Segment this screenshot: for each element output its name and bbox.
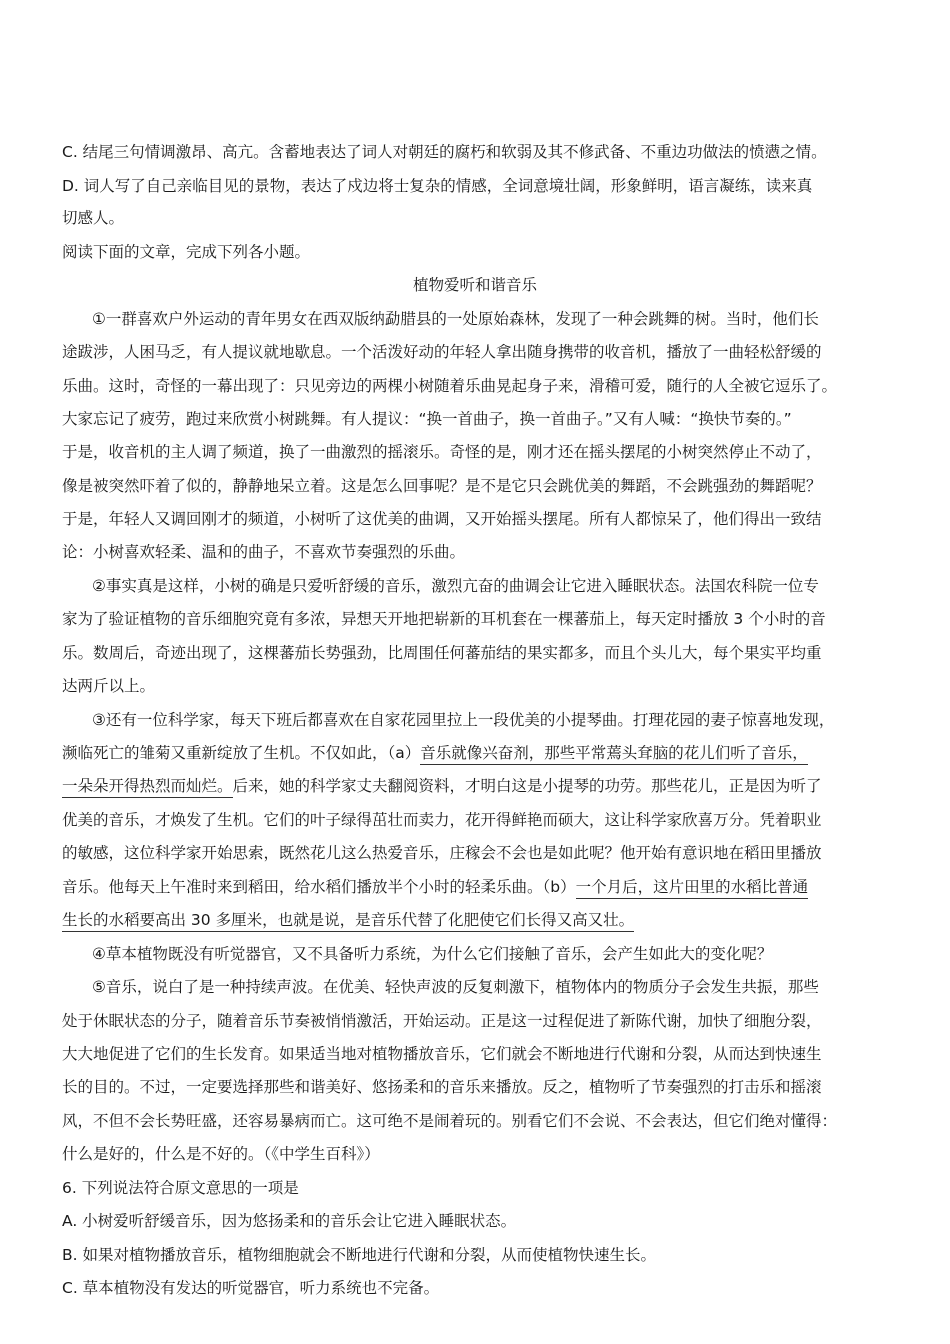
p5-line: 风，不但不会长势旺盛，还容易暴病而亡。这可绝不是闹着玩的。别看它们不会说、不会表达，但它们绝对懂得： bbox=[62, 1112, 838, 1130]
p3-text: 后来，她的科学家丈夫翻阅资料，才明白这是小提琴的功劳。那些花儿，正是因为听了 bbox=[232, 777, 822, 795]
p3-line bbox=[62, 775, 822, 797]
reading-instruction: 阅读下面的文章，完成下列各小题。 bbox=[62, 243, 311, 261]
underlined-sentence-a-cont: 一朵朵开得热烈而灿烂。 bbox=[62, 777, 233, 798]
p5-line: 长的目的。不过，一定要选择那些和谐美好、悠扬柔和的音乐来播放。反之，植物听了节奏强烈的打击乐和摇滚 bbox=[62, 1078, 822, 1096]
p1-line: 于是，收音机的主人调了频道，换了一曲激烈的摇滚乐。奇怪的是，刚才还在摇头摆尾的小树突然停止不动了， bbox=[62, 443, 822, 461]
p3-line: ③还有一位科学家，每天下班后都喜欢在自家花园里拉上一段优美的小提琴曲。打理花园的妻子惊喜地发现， bbox=[92, 711, 835, 729]
underlined-sentence-b-cont: 生长的水稻要高出 30 多厘米，也就是说，是音乐代替了化肥使它们长得又高又壮。 bbox=[62, 911, 634, 932]
article-title: 植物爱听和谐音乐 bbox=[412, 276, 537, 294]
prev-option-d-line1: D. 词人写了自己亲临目见的景物，表达了戍边将士复杂的情感，全词意境壮阔，形象鲜明，语言凝练，读来真 bbox=[62, 177, 813, 195]
p3-line bbox=[62, 909, 634, 931]
p3-text: 音乐。他每天上午准时来到稻田，给水稻们播放半个小时的轻柔乐曲。（b） bbox=[62, 878, 576, 896]
p1-line: 于是，年轻人又调回刚才的频道，小树听了这优美的曲调，又开始摇头摆尾。所有人都惊呆了，他们得出一致结 bbox=[62, 510, 822, 528]
p3-line bbox=[62, 742, 808, 764]
underlined-sentence-b: 一个月后，这片田里的水稻比普通 bbox=[576, 878, 809, 899]
p3-line: 的敏感，这位科学家开始思索，既然花儿这么热爱音乐，庄稼会不会也是如此呢？他开始有意识地在稻田里播放 bbox=[62, 844, 822, 862]
p1-line: 论：小树喜欢轻柔、温和的曲子，不喜欢节奏强烈的乐曲。 bbox=[62, 543, 466, 561]
p2-line: ②事实真是这样，小树的确是只爱听舒缓的音乐，激烈亢奋的曲调会让它进入睡眠状态。法国农科院一位专 bbox=[92, 577, 819, 595]
p2-line: 家为了验证植物的音乐细胞究竟有多浓，异想天开地把崭新的耳机套在一棵蕃茄上，每天定时播放 3 个小时的音 bbox=[62, 610, 826, 628]
p3-text: 濒临死亡的雏菊又重新绽放了生机。不仅如此，（a） bbox=[62, 744, 421, 762]
p2-line: 达两斤以上。 bbox=[62, 677, 156, 695]
p5-line: 处于休眠状态的分子，随着音乐节奏被悄悄激活，开始运动。正是这一过程促进了新陈代谢，加快了细胞分裂， bbox=[62, 1012, 822, 1030]
question6-stem: 6. 下列说法符合原文意思的一项是 bbox=[62, 1179, 299, 1197]
prev-option-c: C. 结尾三句情调激昂、高亢。含蓄地表达了词人对朝廷的腐朽和软弱及其不修武备、不重边功做法的愤懑之情。 bbox=[62, 143, 827, 161]
p2-line: 乐。数周后，奇迹出现了，这棵蕃茄长势强劲，比周围任何蕃茄结的果实都多，而且个头儿大，每个果实平均重 bbox=[62, 644, 822, 662]
p1-line: 乐曲。这时，奇怪的一幕出现了：只见旁边的两棵小树随着乐曲晃起身子来，滑稽可爱，随行的人全被它逗乐了。 bbox=[62, 377, 838, 395]
p1-line: ①一群喜欢户外运动的青年男女在西双版纳勐腊县的一处原始森林，发现了一种会跳舞的树。当时，他们长 bbox=[92, 310, 819, 328]
p3-line: 优美的音乐，才焕发了生机。它们的叶子绿得茁壮而卖力，花开得鲜艳而硕大，这让科学家欣喜万分。凭着职业 bbox=[62, 811, 822, 829]
p3-line bbox=[62, 876, 808, 898]
underlined-sentence-a: 音乐就像兴奋剂，那些平常蔫头耷脑的花儿们听了音乐， bbox=[420, 744, 808, 765]
p1-line: 大家忘记了疲劳，跑过来欣赏小树跳舞。有人提议：“换一首曲子，换一首曲子。”又有人喊：“换快节奏的。” bbox=[62, 410, 792, 428]
p1-line: 途跋涉，人困马乏，有人提议就地歇息。一个活泼好动的年轻人拿出随身携带的收音机，播放了一曲轻松舒缓的 bbox=[62, 343, 822, 361]
p4-line: ④草本植物既没有听觉器官，又不具备听力系统，为什么它们接触了音乐，会产生如此大的变化呢？ bbox=[92, 945, 773, 963]
question6-option-b: B. 如果对植物播放音乐，植物细胞就会不断地进行代谢和分裂，从而使植物快速生长。 bbox=[62, 1246, 656, 1264]
question6-option-c: C. 草本植物没有发达的听觉器官，听力系统也不完备。 bbox=[62, 1279, 440, 1297]
p5-line: 大大地促进了它们的生长发育。如果适当地对植物播放音乐，它们就会不断地进行代谢和分裂，从而达到快速生 bbox=[62, 1045, 822, 1063]
question6-option-a: A. 小树爱听舒缓音乐，因为悠扬柔和的音乐会让它进入睡眠状态。 bbox=[62, 1212, 517, 1230]
p5-line: ⑤音乐，说白了是一种持续声波。在优美、轻快声波的反复刺激下，植物体内的物质分子会发生共振，那些 bbox=[92, 978, 819, 996]
p5-line: 什么是好的，什么是不好的。（《中学生百科》） bbox=[62, 1145, 380, 1163]
p1-line: 像是被突然吓着了似的，静静地呆立着。这是怎么回事呢？是不是它只会跳优美的舞蹈，不会跳强劲的舞蹈呢？ bbox=[62, 477, 822, 495]
prev-option-d-line2: 切感人。 bbox=[62, 209, 125, 227]
